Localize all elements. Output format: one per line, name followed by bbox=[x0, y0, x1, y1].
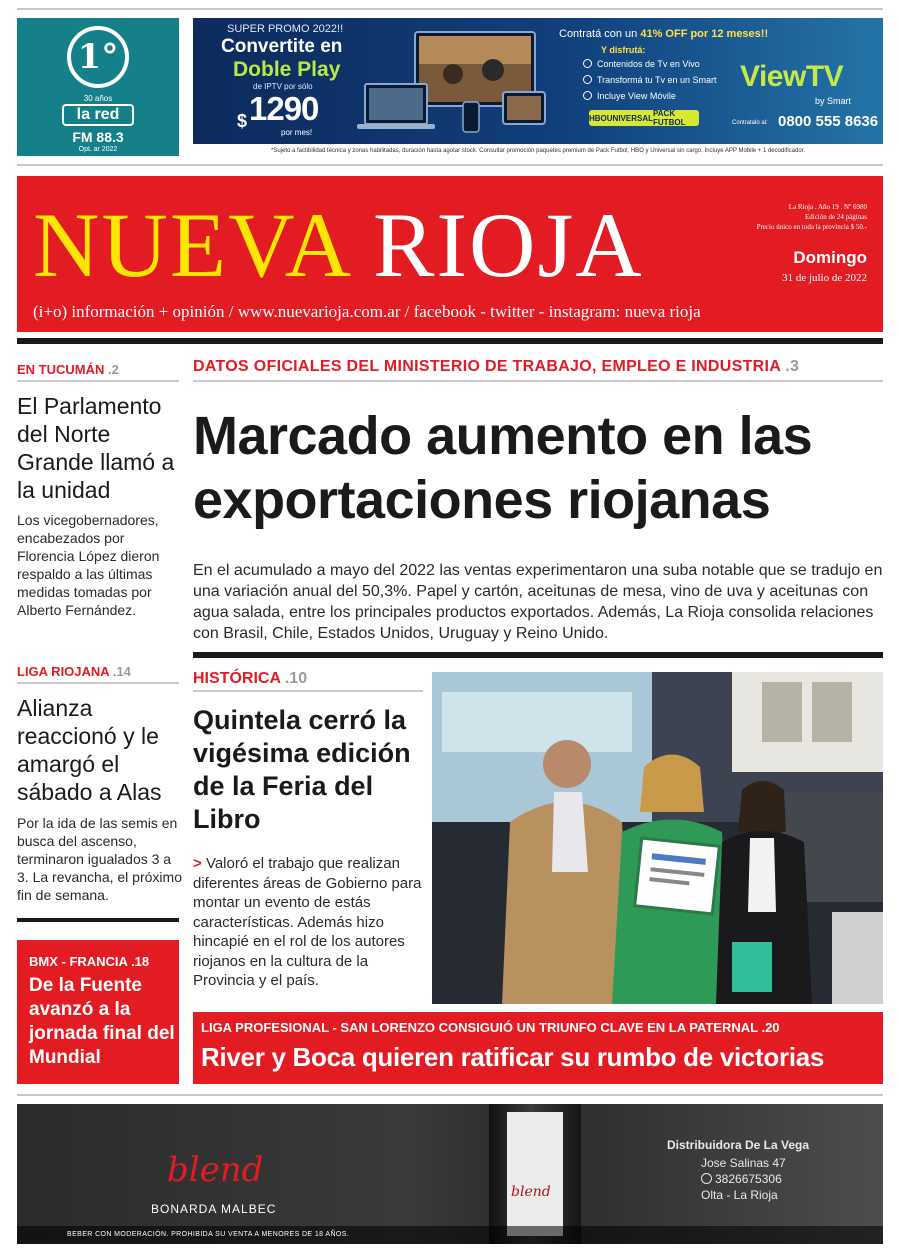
story-1-headline[interactable]: El Parlamento del Norte Grande llamó a la unidad bbox=[17, 393, 175, 503]
distributor-address: Jose Salinas 47 bbox=[701, 1156, 786, 1170]
ad-enjoy: Y disfrutá: bbox=[601, 45, 646, 55]
check-icon bbox=[583, 91, 592, 100]
story-quintela-headline[interactable]: Quintela cerró la vigésima edición de la Feria del Libro bbox=[193, 705, 411, 834]
alcohol-warning: BEBER CON MODERACIÓN. PROHIBIDA SU VENTA A MENORES DE 18 AÑOS. bbox=[17, 1226, 883, 1244]
ad-offer: Contratá con un 41% OFF por 12 meses!! bbox=[559, 28, 769, 40]
column-divider bbox=[17, 918, 179, 922]
ad-headline-1: Convertite en bbox=[221, 36, 343, 57]
kicker-rule bbox=[17, 380, 179, 382]
tv-screens-icon bbox=[353, 28, 563, 140]
pack-futbol-logo: PACK FUTBOL bbox=[653, 109, 686, 127]
main-kicker[interactable]: DATOS OFICIALES DEL MINISTERIO DE TRABAJO, EMPLEO E INDUSTRIA .3 bbox=[193, 358, 800, 375]
viewtv-ad[interactable] bbox=[193, 18, 883, 158]
check-icon bbox=[583, 59, 592, 68]
ad-by-smart: by Smart bbox=[815, 96, 852, 106]
sports-kicker: LIGA PROFESIONAL - SAN LORENZO CONSIGUIÓ UN TRIUNFO CLAVE EN LA PATERNAL .20 bbox=[201, 1020, 780, 1035]
ad-feature: Incluye View Móvile bbox=[583, 91, 676, 101]
sports-headline: River y Boca quieren ratificar su rumbo de victorias bbox=[201, 1042, 825, 1072]
story-2-headline[interactable]: Alianza reaccionó y le amargó el sábado a Alas bbox=[17, 695, 162, 805]
ad-promo-head: SUPER PROMO 2022!! bbox=[227, 23, 344, 35]
main-lede: En el acumulado a mayo del 2022 las ventas experimentaron una suba notable que se tradujo en una variación anual del 50,3%. Papel y cartón, aceitunas de mesa, vino de uva y aceitunas con agua salada, entre los principales productos exportados. Además, La Rioja consolida relaciones con Brasil, Chile, Estados Unidos, Uruguay y Reino Unido. bbox=[193, 562, 883, 642]
radio-logo-icon: 1° bbox=[67, 26, 129, 88]
main-headline[interactable]: Marcado aumento en las exportaciones riojanas bbox=[193, 406, 813, 530]
story-2-body: Por la ida de las semis en busca del ascenso, terminaron igualados 3 a 3. La revancha, el próximo fin de semana. bbox=[17, 815, 182, 903]
distributor-phone: 3826675306 bbox=[701, 1172, 782, 1186]
radio-frequency: FM 88.3 bbox=[72, 129, 124, 145]
radio-tag: OpL ar 2022 bbox=[78, 146, 118, 153]
ad-currency: $ bbox=[237, 111, 248, 131]
bottle-logo: blend bbox=[511, 1184, 551, 1200]
ad-legal: *Sujeto a factibilidad técnica y zonas habilitadas, duración hasta agotar stock. Consultar promoción paquetes premium de Pack Futbol, HBO y Universal sin cargo. Incluye APP Mobile + 1 decodificador. bbox=[193, 144, 883, 158]
edition-date: 31 de julio de 2022 bbox=[782, 272, 867, 284]
edition-day: Domingo bbox=[793, 248, 867, 267]
distributor-name: Distribuidora De La Vega bbox=[667, 1138, 810, 1152]
ad-brands bbox=[589, 110, 699, 126]
kicker-rule bbox=[193, 380, 883, 382]
ad-iptv-note: de IPTV por sólo bbox=[253, 82, 313, 91]
bottle-label bbox=[507, 1112, 563, 1236]
section-bar bbox=[193, 652, 883, 658]
newspaper-title[interactable]: NUEVA RIOJA bbox=[33, 194, 644, 296]
ad-feature: Contenidos de Tv en Vivo bbox=[583, 59, 700, 69]
story-3-kicker: BMX - FRANCIA .18 bbox=[29, 954, 150, 969]
radio-name: la red bbox=[62, 104, 134, 126]
ad-headline-2: Doble Play bbox=[233, 58, 341, 81]
story-quintela-body: > Valoró el trabajo que realizan diferentes áreas de Gobierno para montar un evento de estás características. Además hizo hincapié en el rol de los autores riojanos en la cultura de la Provincia y el país. bbox=[193, 855, 422, 989]
sports-banner[interactable] bbox=[193, 1012, 883, 1084]
masthead-tagline: (i+o) información + opinión / www.nuevarioja.com.ar / facebook - twitter - instagram: nueva rioja bbox=[33, 302, 701, 321]
distributor-city: Olta - La Rioja bbox=[701, 1188, 778, 1202]
masthead bbox=[17, 176, 883, 332]
viewtv-logo: ViewTV bbox=[740, 60, 844, 93]
ad-feature: Transformá tu Tv en un Smart bbox=[583, 75, 717, 85]
blend-logo: blend bbox=[167, 1150, 264, 1190]
kicker-rule bbox=[193, 690, 423, 692]
ad-per-month: por mes! bbox=[281, 128, 313, 137]
universal-logo: UNIVERSAL bbox=[606, 113, 654, 123]
story-1-kicker[interactable]: EN TUCUMÁN .2 bbox=[17, 362, 119, 377]
radio-years: 30 años bbox=[83, 94, 113, 103]
whatsapp-icon bbox=[701, 1173, 712, 1184]
radio-ad[interactable] bbox=[17, 18, 179, 156]
bottom-rule bbox=[17, 1094, 883, 1096]
wine-ad[interactable] bbox=[17, 1104, 883, 1244]
edition-meta: La Rioja . Año 19 . Nº 6980 Edición de 24 páginas Precio único en toda la provincia $ 50.- bbox=[756, 203, 867, 231]
check-icon bbox=[583, 75, 592, 84]
kicker-rule bbox=[17, 682, 179, 684]
feria-del-libro-photo[interactable] bbox=[432, 672, 883, 1004]
wine-bottle-icon bbox=[489, 1104, 581, 1244]
ad-contact-label: Contratalo al: bbox=[732, 120, 768, 126]
ad-phone: 0800 555 8636 bbox=[778, 113, 879, 130]
story-quintela-kicker[interactable]: HISTÓRICA .10 bbox=[193, 670, 308, 687]
top-rule bbox=[17, 8, 883, 10]
masthead-bar bbox=[17, 338, 883, 344]
story-1-body: Los vicegobernadores, encabezados por Florencia López dieron respaldo a las últimas medidas tomadas por Alberto Fernández. bbox=[17, 512, 160, 618]
arrow-icon: > bbox=[193, 855, 202, 872]
ad-rule bbox=[17, 164, 883, 166]
ad-price: 1290 bbox=[249, 90, 319, 127]
story-2-kicker[interactable]: LIGA RIOJANA .14 bbox=[17, 664, 131, 679]
story-3-box[interactable] bbox=[17, 940, 179, 1084]
wine-variety: BONARDA MALBEC bbox=[151, 1202, 277, 1216]
story-3-headline: De la Fuente avanzó a la jornada final del Mundial bbox=[29, 975, 175, 1068]
hbo-logo: HBO bbox=[589, 113, 607, 123]
